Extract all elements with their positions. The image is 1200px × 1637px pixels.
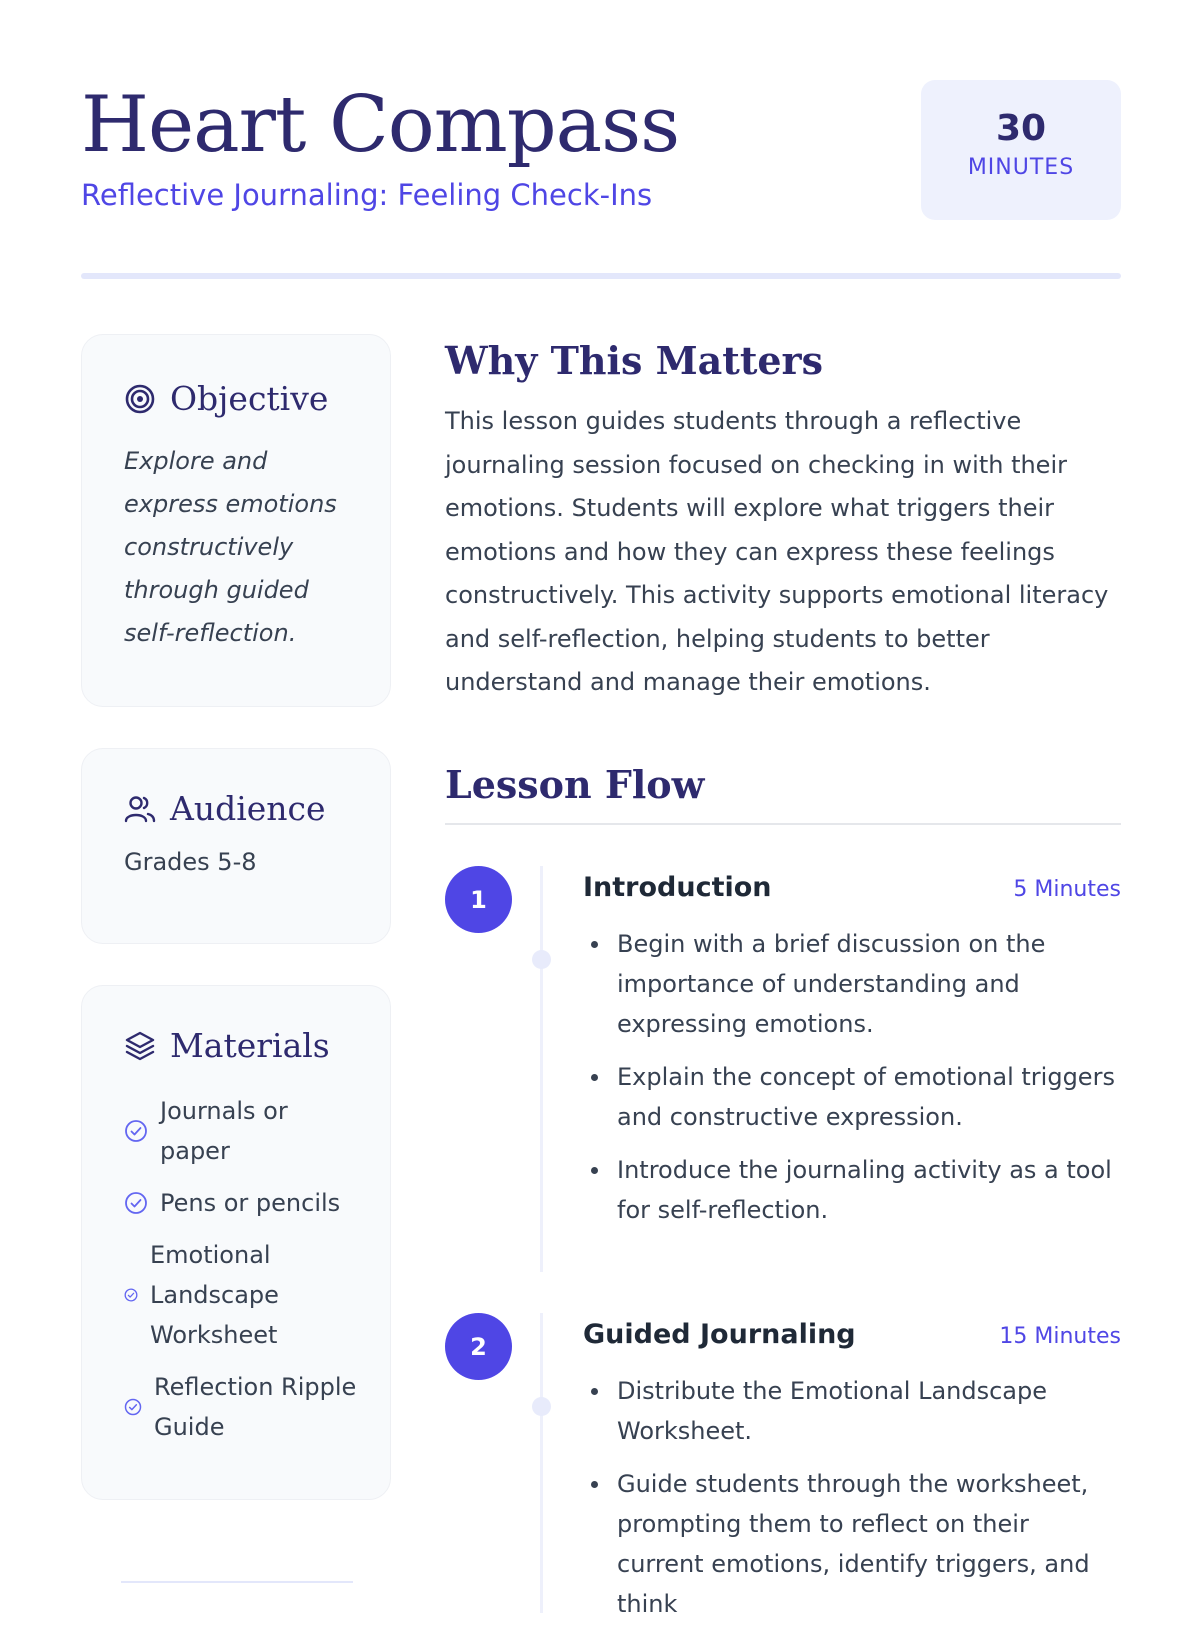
audience-text: Grades 5-8 bbox=[124, 848, 257, 876]
sidebar-divider bbox=[121, 1581, 353, 1583]
lesson-header bbox=[81, 80, 1121, 280]
timeline-line bbox=[540, 1313, 543, 1613]
list-item bbox=[124, 1183, 360, 1223]
header-divider bbox=[81, 273, 1121, 279]
material-label: Emotional Landscape Worksheet bbox=[150, 1241, 279, 1349]
duration-value: 30 bbox=[995, 108, 1047, 149]
target-icon bbox=[124, 383, 156, 415]
materials-list bbox=[124, 1091, 360, 1447]
why-text: This lesson guides students through a reflective journaling session focused on checking in with their emotions. Students will explore what triggers their emotions and how they can express these feelings constructively. This activity supports emotional literacy and self-reflection, helping students to better understand and manage their emotions. bbox=[445, 407, 1109, 696]
timeline-dot bbox=[532, 950, 551, 969]
material-label: Journals or paper bbox=[160, 1097, 288, 1165]
step-duration: 5 Minutes bbox=[1013, 877, 1121, 902]
duration-unit: MINUTES bbox=[967, 155, 1075, 180]
list-item: Distribute the Emotional Landscape Worksheet. bbox=[617, 1371, 1121, 1451]
flow-heading: Lesson Flow bbox=[445, 762, 705, 807]
material-label: Reflection Ripple Guide bbox=[154, 1373, 357, 1441]
step-bullets bbox=[583, 924, 1121, 1243]
step-number: 1 bbox=[445, 866, 512, 933]
list-item: Guide students through the worksheet, prompting them to reflect on their current emotions, identify triggers, and think bbox=[617, 1464, 1121, 1624]
page-title: Heart Compass bbox=[81, 80, 680, 170]
audience-title: Audience bbox=[170, 789, 326, 828]
step-number: 2 bbox=[445, 1313, 512, 1380]
materials-card bbox=[81, 985, 391, 1500]
why-heading: Why This Matters bbox=[445, 338, 823, 383]
step-bullets bbox=[583, 1371, 1121, 1637]
step-title: Guided Journaling bbox=[583, 1319, 856, 1350]
timeline-line bbox=[540, 866, 543, 1272]
check-circle-icon bbox=[124, 1119, 148, 1143]
objective-heading bbox=[124, 379, 360, 418]
timeline-dot bbox=[532, 1397, 551, 1416]
check-circle-icon bbox=[124, 1288, 138, 1302]
list-item bbox=[124, 1091, 360, 1171]
audience-heading bbox=[124, 789, 360, 828]
duration-badge bbox=[921, 80, 1121, 220]
list-item: Explain the concept of emotional triggers and constructive expression. bbox=[617, 1057, 1121, 1137]
step-duration: 15 Minutes bbox=[999, 1324, 1121, 1349]
list-item: Introduce the journaling activity as a tool for self-reflection. bbox=[617, 1150, 1121, 1230]
materials-title: Materials bbox=[170, 1026, 330, 1065]
list-item: Begin with a brief discussion on the importance of understanding and expressing emotions. bbox=[617, 924, 1121, 1044]
objective-card bbox=[81, 334, 391, 707]
lesson-step bbox=[445, 1313, 1121, 1618]
lesson-step bbox=[445, 866, 1121, 1276]
check-circle-icon bbox=[124, 1191, 148, 1215]
materials-heading bbox=[124, 1026, 360, 1065]
check-circle-icon bbox=[124, 1398, 142, 1416]
flow-divider bbox=[445, 823, 1121, 825]
objective-title: Objective bbox=[170, 379, 329, 418]
layers-icon bbox=[124, 1030, 156, 1062]
users-icon bbox=[124, 793, 156, 825]
objective-text: Explore and express emotions constructively through guided self-reflection. bbox=[124, 447, 337, 647]
step-title: Introduction bbox=[583, 872, 772, 903]
audience-card bbox=[81, 748, 391, 944]
page-subtitle: Reflective Journaling: Feeling Check-Ins bbox=[81, 178, 653, 212]
list-item bbox=[124, 1235, 360, 1355]
material-label: Pens or pencils bbox=[160, 1189, 341, 1217]
step-header bbox=[583, 872, 1121, 903]
list-item bbox=[124, 1367, 360, 1447]
step-header bbox=[583, 1319, 1121, 1350]
